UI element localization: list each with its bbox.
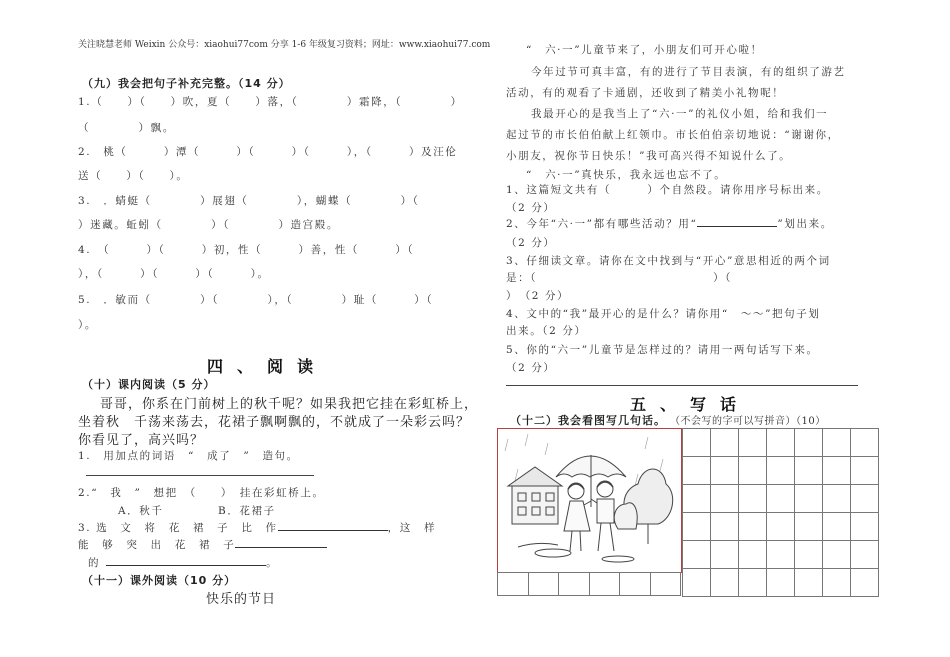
grid-cell[interactable] bbox=[851, 513, 879, 541]
grid-cell[interactable] bbox=[767, 541, 795, 569]
q11-2-underline bbox=[697, 217, 777, 227]
grid-cell[interactable] bbox=[823, 569, 851, 597]
q10-3-line-1 bbox=[78, 520, 436, 535]
q10-3-line-2 bbox=[78, 537, 327, 552]
section-11-title: （十一）课外阅读（10 分） bbox=[82, 574, 237, 587]
grid-cell[interactable] bbox=[851, 541, 879, 569]
grid-cell[interactable] bbox=[795, 457, 823, 485]
grid-cell[interactable] bbox=[739, 513, 767, 541]
story-line-2: 今年过节可真丰富，有的进行了节目表演，有的组织了游艺 bbox=[531, 66, 846, 78]
grid-cell[interactable] bbox=[795, 485, 823, 513]
grid-cell[interactable] bbox=[683, 569, 711, 597]
section-9-title: （九）我会把句子补充完整。（14 分） bbox=[82, 77, 291, 90]
grid-cell[interactable] bbox=[711, 541, 739, 569]
children-under-umbrella-illustration bbox=[498, 429, 681, 572]
q10-1: 1. 用加点的词语 “ 成了 ” 造句。 bbox=[78, 450, 299, 462]
story-line-1: “ 六·一”儿童节来了，小朋友们可开心啦！ bbox=[526, 44, 763, 56]
grid-cell[interactable] bbox=[795, 513, 823, 541]
q10-3-line-3 bbox=[88, 555, 278, 570]
q11-3-line-2 bbox=[506, 270, 732, 285]
writing-grid[interactable] bbox=[682, 428, 879, 597]
q10-3-text-end: ，这 样 bbox=[387, 522, 437, 534]
q11-2 bbox=[506, 216, 833, 231]
q11-3-line-1: 3、仔细读文章。请你在文中找到与“开心”意思相近的两个词 bbox=[506, 255, 831, 267]
q11-4-line-1: 4、文中的“我”最开心的是什么？请你用“ ～～”把句子划 bbox=[506, 308, 821, 320]
writing-prompt-picture bbox=[497, 428, 682, 573]
grid-cell[interactable] bbox=[739, 457, 767, 485]
story-line-5: 起过节的市长伯伯献上红领巾。市长伯伯亲切地说：“谢谢你， bbox=[506, 129, 840, 141]
grid-cell[interactable] bbox=[498, 573, 529, 596]
q9-3-line-1: 3. ．蜻蜓（ ）展翅（ ），蝴蝶（ ）（ bbox=[78, 195, 420, 207]
grid-cell[interactable] bbox=[590, 573, 621, 596]
site-header-note: 关注晓慧老师 Weixin 公众号：xiaohui77com 分享 1-6 年级复习资料；网址：www.xiaohui77.com bbox=[78, 40, 491, 50]
grid-cell[interactable] bbox=[739, 569, 767, 597]
grid-cell[interactable] bbox=[683, 541, 711, 569]
q11-2-text: 2、今年“六·一”都有哪些活动？用“ bbox=[506, 218, 698, 230]
grid-cell[interactable] bbox=[767, 429, 795, 457]
q11-1-score: （2 分） bbox=[506, 202, 556, 214]
q9-5-line-2: ）。 bbox=[78, 319, 97, 331]
grid-cell[interactable] bbox=[711, 485, 739, 513]
q10-2-option-a: A．秋千 bbox=[118, 505, 164, 517]
q10-3-blank-3 bbox=[106, 556, 266, 566]
q9-5-line-1: 5. ．敏而（ ）（ ），（ ）耻（ ）（ bbox=[78, 294, 434, 306]
grid-cell[interactable] bbox=[851, 485, 879, 513]
passage-line-3: 你看见了，高兴吗？ bbox=[78, 433, 205, 448]
grid-cell[interactable] bbox=[823, 513, 851, 541]
writing-grid-bottom-row[interactable] bbox=[497, 572, 681, 596]
grid-cell[interactable] bbox=[851, 457, 879, 485]
q11-5: 5、你的“六一”儿童节是怎样过的？请用一两句话写下来。 bbox=[506, 344, 819, 356]
grid-cell[interactable] bbox=[823, 457, 851, 485]
q10-1-answer-line bbox=[86, 475, 314, 476]
passage-line-1: 哥哥，你系在门前树上的秋千呢？如果我把它挂在彩虹桥上， bbox=[100, 397, 479, 412]
q10-2-option-b: B．花裙子 bbox=[218, 505, 276, 517]
q11-1: 1、这篇短文共有（ ）个自然段。请你用序号标出来。 bbox=[506, 184, 829, 196]
section-12-note: （不会写的字可以写拼音）（10） bbox=[670, 416, 826, 427]
q10-3-text: 3. 选 文 将 花 裙 子 比 作 bbox=[78, 522, 278, 534]
grid-cell[interactable] bbox=[795, 429, 823, 457]
grid-cell[interactable] bbox=[683, 485, 711, 513]
grid-cell[interactable] bbox=[795, 541, 823, 569]
grid-cell[interactable] bbox=[767, 457, 795, 485]
section-12-title: （十二）我会看图写几句话。 bbox=[510, 414, 666, 427]
q11-5-answer-line bbox=[506, 385, 858, 386]
q9-4-line-2: ），（ ）（ ）（ ）。 bbox=[78, 268, 270, 280]
q11-3-text: 是：（ bbox=[506, 272, 538, 284]
q10-3-blank-2 bbox=[235, 538, 327, 548]
q10-3-text-2: 能 够 突 出 花 裙 子 bbox=[78, 539, 236, 551]
story-title: 快乐的节日 bbox=[206, 592, 277, 607]
q10-3-text-3: 的 bbox=[88, 557, 101, 569]
grid-cell[interactable] bbox=[823, 429, 851, 457]
q11-2-text-end: ”划出来。 bbox=[777, 218, 833, 230]
grid-cell[interactable] bbox=[795, 569, 823, 597]
q9-4-line-1: 4. （ ）（ ）初，性（ ）善，性（ ）（ bbox=[78, 244, 415, 256]
grid-cell[interactable] bbox=[739, 541, 767, 569]
grid-cell[interactable] bbox=[851, 569, 879, 597]
passage-line-2: 坐着秋 千荡来荡去，花裙子飘啊飘的，不就成了一朵彩云吗？ bbox=[78, 415, 471, 430]
grid-cell[interactable] bbox=[767, 485, 795, 513]
story-line-6: 小朋友，祝你节日快乐！”我可高兴得不知说什么了。 bbox=[506, 150, 792, 162]
q9-2-line-1: 2. 桃（ ）潭（ ）（ ）（ ），（ ）及汪伦 bbox=[78, 146, 458, 158]
q11-5-score: （2 分） bbox=[506, 362, 556, 374]
q9-1-line-2: （ ）飘。 bbox=[78, 122, 175, 134]
grid-cell[interactable] bbox=[651, 573, 682, 596]
story-line-3: 活动，有的观看了卡通剧，还收到了精美小礼物呢！ bbox=[506, 87, 785, 99]
grid-cell[interactable] bbox=[683, 457, 711, 485]
grid-cell[interactable] bbox=[739, 485, 767, 513]
section-10-title: （十）课内阅读（5 分） bbox=[82, 378, 216, 391]
grid-cell[interactable] bbox=[767, 569, 795, 597]
grid-cell[interactable] bbox=[739, 429, 767, 457]
grid-cell[interactable] bbox=[620, 573, 651, 596]
grid-cell[interactable] bbox=[711, 513, 739, 541]
q10-2: 2.“ 我 ” 想把 （ ） 挂在彩虹桥上。 bbox=[78, 487, 325, 499]
story-line-7: “ 六·一”真快乐，我永远也忘不了。 bbox=[526, 169, 727, 181]
q9-1-line-1: 1.（ ）（ ）吹，夏（ ）落，（ ）霜降，（ ） bbox=[78, 96, 463, 108]
grid-cell[interactable] bbox=[711, 457, 739, 485]
grid-cell[interactable] bbox=[711, 429, 739, 457]
q10-3-text-3-end: 。 bbox=[266, 557, 279, 569]
q11-3-line-3: ） （2 分） bbox=[506, 290, 570, 302]
grid-cell[interactable] bbox=[851, 429, 879, 457]
grid-cell[interactable] bbox=[767, 513, 795, 541]
grid-cell[interactable] bbox=[711, 569, 739, 597]
grid-cell[interactable] bbox=[683, 513, 711, 541]
story-line-4: 我最开心的是我当上了“六·一”的礼仪小姐，给和我们一 bbox=[531, 108, 829, 120]
q10-3-blank-1 bbox=[278, 521, 388, 531]
q9-3-line-2: ）迷藏。蚯蚓（ ）（ ）造宫殿。 bbox=[78, 219, 339, 231]
q11-3-text-2: ）（ bbox=[713, 272, 733, 284]
part-4-title: 四、阅读 bbox=[207, 357, 328, 376]
q11-2-score: （2 分） bbox=[506, 237, 556, 249]
grid-cell[interactable] bbox=[683, 429, 711, 457]
grid-cell[interactable] bbox=[559, 573, 590, 596]
grid-cell[interactable] bbox=[529, 573, 560, 596]
q9-2-line-2: 送（ ）（ ）。 bbox=[78, 170, 189, 182]
part-5-title: 五、写话 bbox=[630, 395, 751, 414]
grid-cell[interactable] bbox=[823, 485, 851, 513]
grid-cell[interactable] bbox=[823, 541, 851, 569]
q11-4-line-2: 出来。（2 分） bbox=[506, 325, 587, 337]
